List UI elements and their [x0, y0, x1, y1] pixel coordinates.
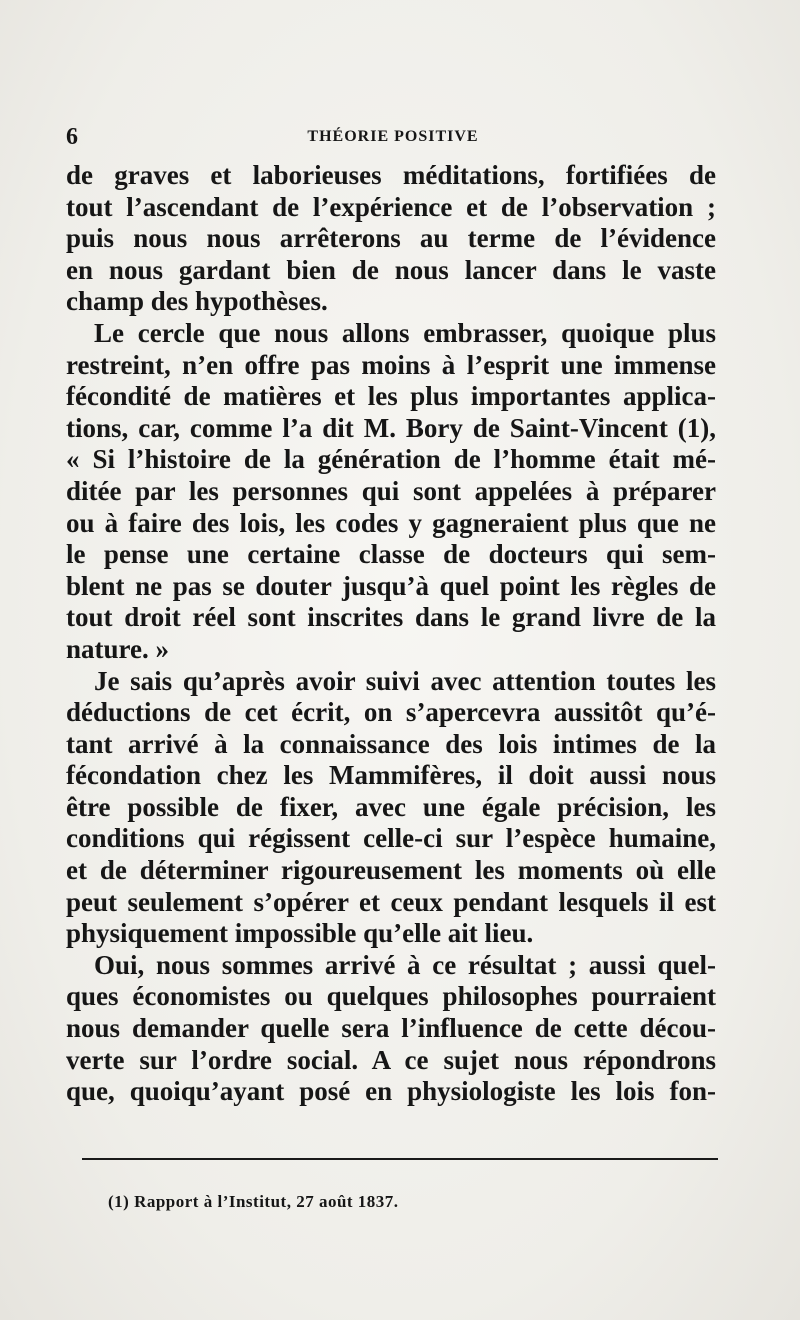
- text-line: ques économistes ou quelques philosophes pourraient: [66, 981, 716, 1012]
- text-line: ditée par les personnes qui sont appelées à préparer: [66, 475, 716, 506]
- text-line: et de déterminer rigoureusement les moments où elle: [66, 855, 716, 886]
- text-line: conditions qui régissent celle-ci sur l’espèce humaine,: [66, 823, 716, 854]
- text-line: de graves et laborieuses méditations, fortifiées de: [66, 160, 716, 190]
- page-number: 6: [66, 124, 78, 150]
- text-line: Oui, nous sommes arrivé à ce résultat ; aussi quel-: [94, 949, 716, 980]
- text-line: Je sais qu’après avoir suivi avec attention toutes les: [94, 665, 716, 696]
- text-line: peut seulement s’opérer et ceux pendant lesquels il est: [66, 886, 716, 917]
- text-line: que, quoiqu’ayant posé en physiologiste les lois fon-: [66, 1076, 716, 1107]
- footnote: (1) Rapport à l’Institut, 27 août 1837.: [108, 1192, 399, 1211]
- text-line: physiquement impossible qu’elle ait lieu.: [66, 918, 534, 949]
- text-line: Le cercle que nous allons embrasser, quoique plus: [94, 317, 716, 348]
- text-line: fécondation chez les Mammifères, il doit aussi nous: [66, 760, 716, 791]
- text-line: en nous gardant bien de nous lancer dans le vaste: [66, 254, 716, 285]
- running-title: THÉORIE POSITIVE: [307, 128, 479, 145]
- page-header: [66, 124, 720, 154]
- text-line: « Si l’histoire de la génération de l’homme était mé-: [66, 444, 716, 475]
- text-line: verte sur l’ordre social. A ce sujet nous répondrons: [66, 1044, 716, 1075]
- text-line: tant arrivé à la connaissance des lois intimes de la: [66, 728, 716, 759]
- text-line: être possible de fixer, avec une égale précision, les: [66, 791, 716, 822]
- text-line: restreint, n’en offre pas moins à l’esprit une immense: [66, 349, 716, 380]
- text-line: fécondité de matières et les plus importantes applica-: [66, 381, 716, 412]
- text-line: nature. »: [66, 633, 170, 664]
- text-line: puis nous nous arrêterons au terme de l’évidence: [66, 223, 716, 254]
- text-line: déductions de cet écrit, on s’apercevra aussitôt qu’é-: [66, 697, 716, 728]
- text-line: tout droit réel sont inscrites dans le grand livre de la: [66, 602, 716, 633]
- text-line: nous demander quelle sera l’influence de cette décou-: [66, 1013, 716, 1044]
- body-text: [66, 160, 716, 1108]
- text-line: blent ne pas se douter jusqu’à quel point les règles de: [66, 570, 716, 601]
- footnote-rule: [82, 1158, 718, 1160]
- text-line: le pense une certaine classe de docteurs qui sem-: [66, 539, 716, 570]
- text-line: ou à faire des lois, les codes y gagneraient plus que ne: [66, 507, 716, 538]
- text-line: tions, car, comme l’a dit M. Bory de Saint-Vincent (1),: [66, 412, 716, 443]
- text-line: tout l’ascendant de l’expérience et de l’observation ;: [66, 191, 716, 222]
- text-line: champ des hypothèses.: [66, 286, 328, 317]
